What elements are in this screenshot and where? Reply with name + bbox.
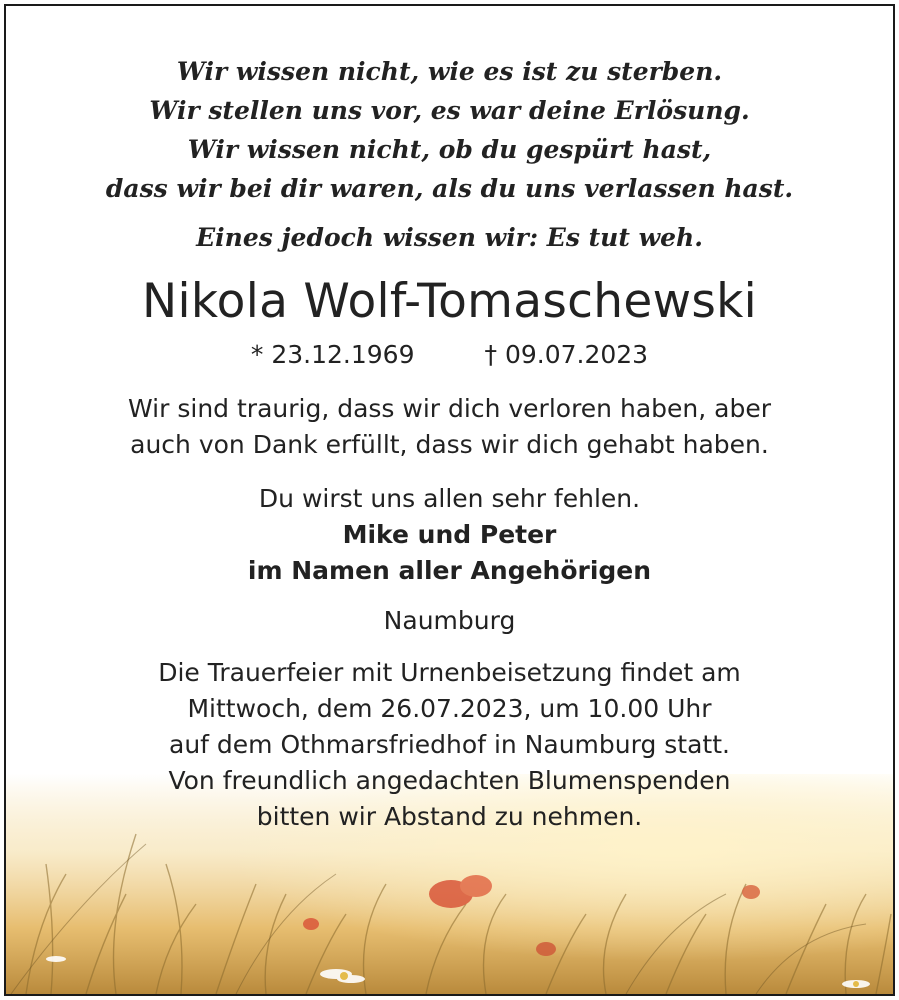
service-line: Die Trauerfeier mit Urnenbeisetzung findet am	[158, 658, 741, 687]
on-behalf-line: im Namen aller Angehörigen	[247, 556, 652, 585]
service-line: auf dem Othmarsfriedhof in Naumburg statt.	[169, 730, 730, 759]
service-line: Mittwoch, dem 26.07.2023, um 10.00 Uhr	[187, 694, 712, 723]
service-line: Von freundlich angedachten Blumenspenden	[168, 766, 731, 795]
poem-line: dass wir bei dir waren, als du uns verlassen hast.	[105, 174, 794, 203]
life-dates	[6, 337, 893, 373]
message-line: Wir sind traurig, dass wir dich verloren haben, aber	[128, 394, 771, 423]
thanks-message	[6, 391, 893, 463]
signature-block	[6, 481, 893, 589]
city: Naumburg	[383, 606, 516, 635]
poem-line: Wir wissen nicht, ob du gespürt hast,	[187, 135, 712, 164]
message-line: auch von Dank erfüllt, dass wir dich gehabt haben.	[130, 430, 769, 459]
obituary-frame	[4, 4, 895, 996]
obituary-content	[6, 6, 893, 835]
miss-line: Du wirst uns allen sehr fehlen.	[258, 484, 641, 513]
poem-line: Wir stellen uns vor, es war deine Erlösung.	[149, 96, 750, 125]
poem-line: Wir wissen nicht, wie es ist zu sterben.	[176, 57, 723, 86]
birth-date: * 23.12.1969	[250, 340, 415, 369]
poem-closing-line: Eines jedoch wissen wir: Es tut weh.	[196, 223, 703, 252]
service-line: bitten wir Abstand zu nehmen.	[256, 802, 643, 831]
death-date: † 09.07.2023	[484, 340, 649, 369]
deceased-name: Nikola Wolf-Tomaschewski	[142, 274, 757, 329]
mourner-names: Mike und Peter	[342, 520, 557, 549]
funeral-service-info	[6, 655, 893, 835]
poem	[6, 52, 893, 257]
